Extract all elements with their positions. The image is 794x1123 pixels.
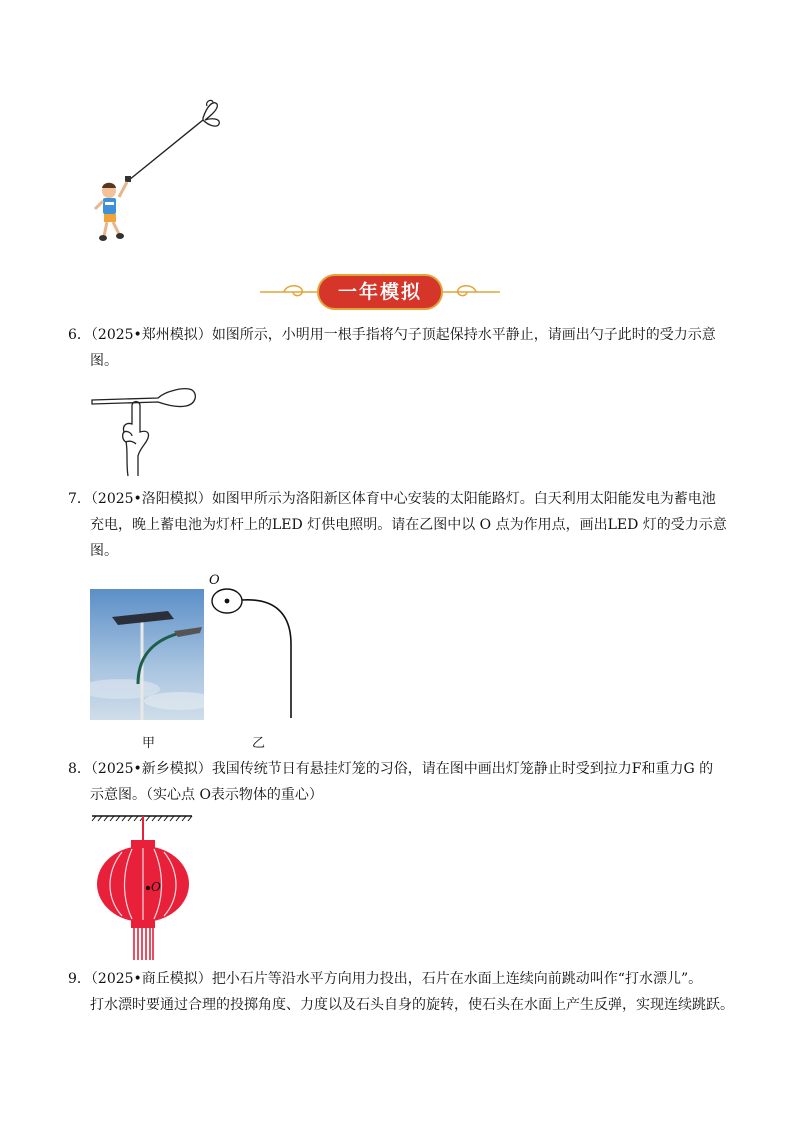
kite-boy-figure xyxy=(85,92,245,257)
spoon-icon xyxy=(92,389,195,407)
question-text: 如图甲所示为洛阳新区体育中心安装的太阳能路灯。白天利用太阳能发电为蓄电池 xyxy=(211,491,716,507)
question-source: （2025•新乡模拟） xyxy=(90,761,212,777)
center-of-gravity-point xyxy=(146,886,150,890)
point-o-label: O xyxy=(209,573,220,588)
question-source: （2025•洛阳模拟） xyxy=(90,491,212,507)
question-7 xyxy=(68,486,727,564)
point-o-marker xyxy=(225,599,230,604)
boy-figure xyxy=(95,176,131,241)
question-number: 9． xyxy=(68,971,91,987)
lantern-point-o-label: O xyxy=(151,880,161,894)
question-8 xyxy=(68,756,713,808)
question-number: 7． xyxy=(68,491,91,507)
question-text-continued: 图。 xyxy=(90,353,118,369)
figure-label-jia: 甲 xyxy=(142,736,156,751)
street-light-diagram xyxy=(205,574,300,720)
figure-label-yi: 乙 xyxy=(252,736,266,751)
question-source: （2025•郑州模拟） xyxy=(90,327,212,343)
question-number: 6． xyxy=(68,327,91,343)
question-text: 如图所示，小明用一根手指将勺子顶起保持水平静止，请画出勺子此时的受力示意 xyxy=(211,327,716,343)
question-6 xyxy=(68,322,716,374)
question-text-continued: 打水漂时要通过合理的投掷角度、力度以及石头自身的旋转，使石头在水面上产生反弹，实现连续跳跃。 xyxy=(90,997,734,1013)
lantern-figure xyxy=(88,812,198,962)
kite-icon xyxy=(203,100,219,126)
question-9 xyxy=(68,966,734,1018)
finger-hand-icon xyxy=(132,402,149,477)
question-text: 我国传统节日有悬挂灯笼的习俗，请在图中画出灯笼静止时受到拉力F和重力G 的 xyxy=(211,761,714,777)
question-text-continued: 示意图。（实心点 O表示物体的重心） xyxy=(90,787,323,803)
question-source: （2025•商丘模拟） xyxy=(90,971,212,987)
section-banner-title: 一年模拟 xyxy=(337,281,422,303)
question-text-continued: 充电，晚上蓄电池为灯杆上的LED 灯供电照明。请在乙图中以 O 点为作用点，画出LED 灯的受力示意 xyxy=(90,517,727,533)
question-text-continued: 图。 xyxy=(90,543,118,559)
question-number: 8． xyxy=(68,761,91,777)
solar-street-light-photo xyxy=(90,589,204,720)
kite-string xyxy=(129,120,203,180)
question-text: 把小石片等沿水平方向用力投出，石片在水面上连续向前跳动叫作“打水漂儿”。 xyxy=(211,971,703,987)
spoon-finger-figure xyxy=(88,384,198,480)
